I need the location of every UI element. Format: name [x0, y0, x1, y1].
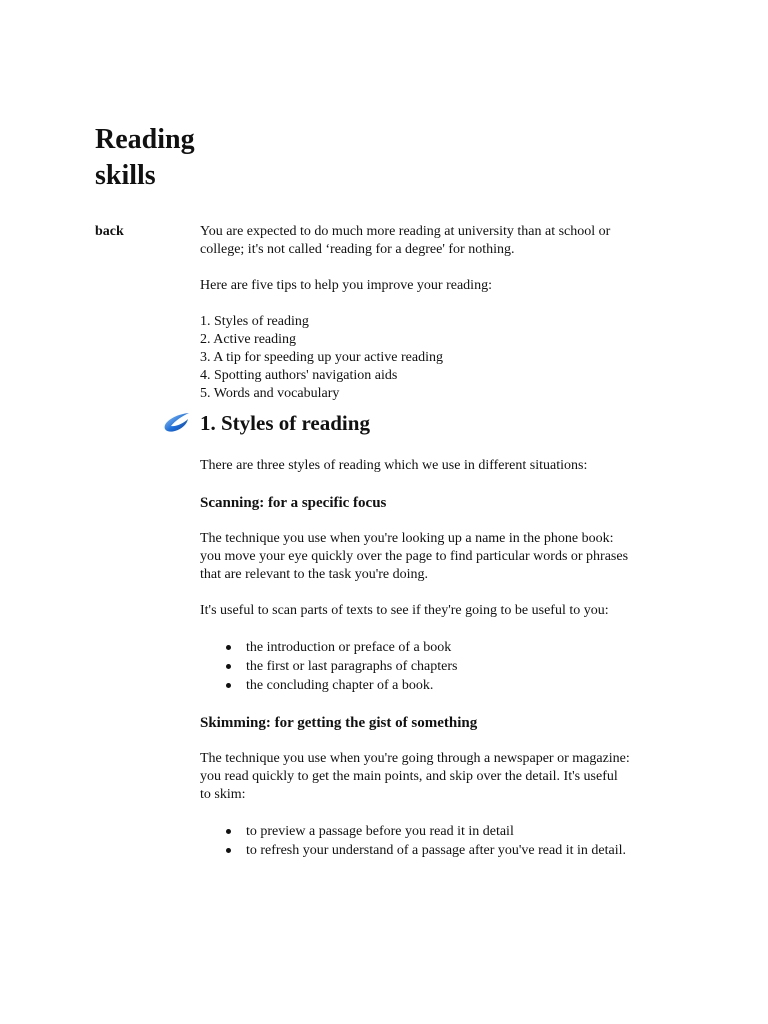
back-link[interactable]: back	[95, 224, 124, 239]
tip-item: 5. Words and vocabulary	[200, 386, 340, 401]
swoosh-icon	[162, 411, 192, 435]
section-title: 1. Styles of reading	[200, 411, 370, 435]
list-item: to refresh your understand of a passage after you've read it in detail.	[246, 841, 632, 860]
tips-intro: Here are five tips to help you improve your reading:	[200, 278, 492, 293]
tips-list	[200, 313, 632, 403]
tip-item: 1. Styles of reading	[200, 314, 309, 329]
scanning-list	[200, 638, 632, 695]
tip-item: 4. Spotting authors' navigation aids	[200, 368, 398, 383]
list-item: the first or last paragraphs of chapters	[246, 657, 632, 676]
list-item: to preview a passage before you read it in detail	[246, 822, 632, 841]
scanning-paragraph: The technique you use when you're looking up a name in the phone book: you move your eye quickly over the page to find particular words or phrases that are relevant to the task you're doing.	[200, 531, 629, 582]
skimming-heading: Skimming: for getting the gist of something	[200, 715, 478, 731]
scanning-heading: Scanning: for a specific focus	[200, 495, 387, 511]
list-item: the introduction or preface of a book	[246, 638, 632, 657]
skimming-list	[200, 822, 632, 860]
intro-paragraph: You are expected to do much more reading at university than at school or college; it's not called ‘reading for a degree' for nothing.	[200, 224, 611, 257]
scanning-usage: It's useful to scan parts of texts to see if they're going to be useful to you:	[200, 603, 609, 618]
main-content	[200, 223, 632, 878]
list-item: the concluding chapter of a book.	[246, 676, 632, 695]
skimming-paragraph: The technique you use when you're going through a newspaper or magazine: you read quickly to get the main points, and skip over the detail. It's useful to skim:	[200, 751, 630, 802]
page-title: Reading skills	[95, 124, 195, 191]
tip-item: 3. A tip for speeding up your active reading	[200, 350, 443, 365]
tip-item: 2. Active reading	[200, 332, 297, 347]
section-header	[200, 409, 632, 457]
section-intro: There are three styles of reading which we use in different situations:	[200, 458, 588, 473]
